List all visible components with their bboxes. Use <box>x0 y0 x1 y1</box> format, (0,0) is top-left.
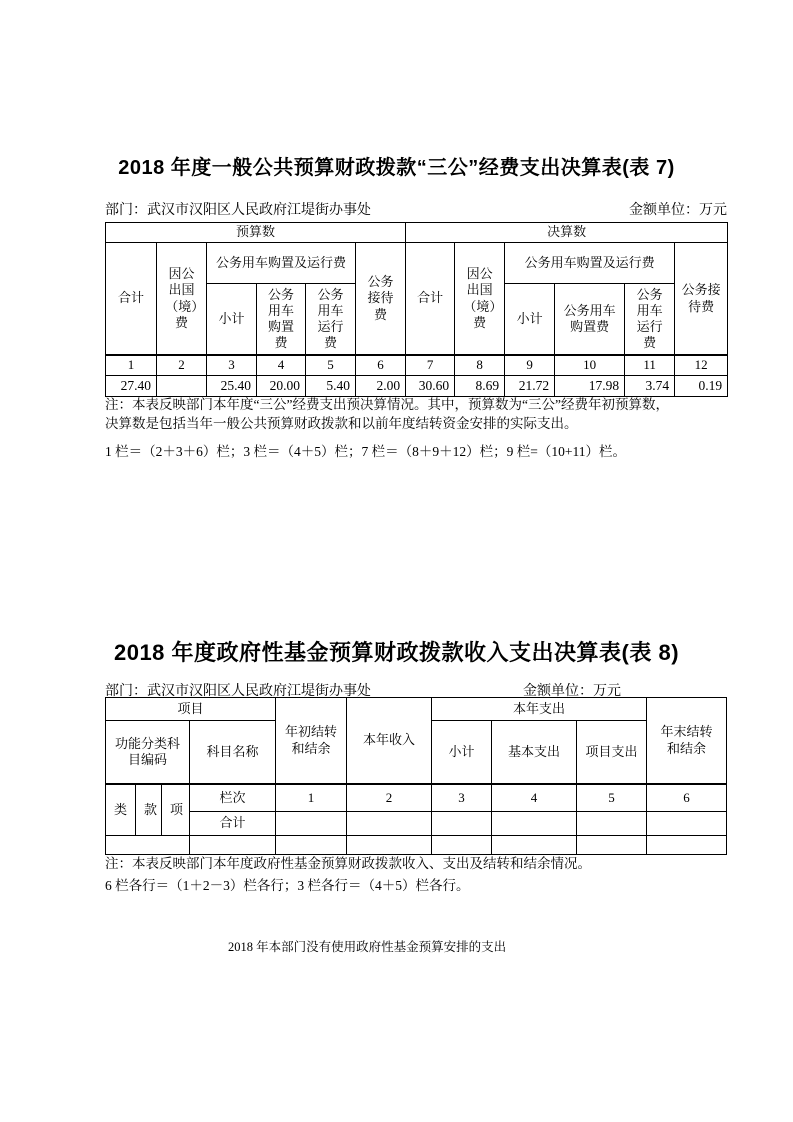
t7-colnum: 7 <box>406 355 455 376</box>
t8-h-project: 项目 <box>106 698 276 721</box>
t7-h-reception-final: 公务接待费 <box>675 243 728 356</box>
t8-empty-cell <box>190 836 276 855</box>
table8-note-line1: 注：本表反映部门本年度政府性基金预算财政拨款收入、支出及结转和结余情况。 <box>105 856 591 871</box>
t7-group-header-row <box>106 223 728 243</box>
t8-empty-cell <box>432 836 492 855</box>
t7-h-total-budget: 合计 <box>106 243 157 356</box>
table8-department-label: 部门：武汉市汉阳区人民政府江堤街办事处 <box>105 684 371 699</box>
t8-empty-cell <box>492 836 577 855</box>
table7-note-line1: 注：本表反映部门本年度“三公”经费支出预决算情况。其中，预算数为“三公”经费年初预算数， <box>105 397 669 412</box>
table8-remark: 2018 年本部门没有使用政府性基金预算安排的支出 <box>228 940 507 954</box>
t7-colnum: 5 <box>306 355 356 376</box>
t7-h-final: 决算数 <box>406 223 728 243</box>
t7-value: 20.00 <box>257 376 306 397</box>
t7-h-abroad-budget: 因公出国（境）费 <box>157 243 207 356</box>
t7-h-total-final: 合计 <box>406 243 455 356</box>
table8-notes <box>105 853 591 897</box>
t7-colnum: 12 <box>675 355 728 376</box>
t8-h-item: 项 <box>162 784 190 836</box>
t8-empty-cell <box>347 836 432 855</box>
t8-colnum: 5 <box>577 784 647 812</box>
t7-value: 25.40 <box>207 376 257 397</box>
t7-h-budget: 预算数 <box>106 223 406 243</box>
table8 <box>105 697 727 855</box>
t8-colnum: 1 <box>276 784 347 812</box>
t8-h-project-expense: 项目支出 <box>577 721 647 785</box>
t8-empty-cell <box>647 812 727 836</box>
t7-h-operation-final: 公务用车运行费 <box>625 284 675 356</box>
table8-unit-label: 金额单位：万元 <box>523 684 621 699</box>
t7-colnum: 6 <box>356 355 406 376</box>
t8-colnum: 3 <box>432 784 492 812</box>
t7-colnum: 4 <box>257 355 306 376</box>
t7-value: 0.19 <box>675 376 728 397</box>
t8-h-subtotal: 小计 <box>432 721 492 785</box>
t8-empty-cell <box>432 812 492 836</box>
t7-h-subtotal-final: 小计 <box>505 284 555 356</box>
table7-unit-label: 金额单位：万元 <box>629 203 727 218</box>
t7-h-vehicle-group-final: 公务用车购置及运行费 <box>505 243 675 284</box>
t8-empty-cell <box>276 836 347 855</box>
t8-colnum: 4 <box>492 784 577 812</box>
t7-header-row-2 <box>106 243 728 284</box>
t8-h-end-balance: 年末结转和结余 <box>647 698 727 785</box>
table7-title: 2018 年度一般公共预算财政拨款“三公”经费支出决算表(表 7) <box>118 157 675 179</box>
t8-group-header-row <box>106 698 727 721</box>
t8-empty-cell <box>106 836 190 855</box>
t7-colnum: 9 <box>505 355 555 376</box>
table8-formula-line: 6 栏各行＝（1＋2－3）栏各行；3 栏各行＝（4＋5）栏各行。 <box>105 878 470 893</box>
table7-notes <box>105 395 669 461</box>
t8-lanci-row <box>106 784 727 812</box>
table7-department-label: 部门：武汉市汉阳区人民政府江堤街办事处 <box>105 203 371 218</box>
t7-value: 17.98 <box>555 376 625 397</box>
table7-meta-row <box>105 199 727 219</box>
t7-value <box>157 376 207 397</box>
t8-empty-cell <box>647 836 727 855</box>
t8-empty-cell <box>276 812 347 836</box>
t8-empty-cell <box>347 812 432 836</box>
t8-h-subject-name: 科目名称 <box>190 721 276 785</box>
t8-empty-cell <box>577 812 647 836</box>
t8-colnum: 6 <box>647 784 727 812</box>
t8-empty-row <box>106 836 727 855</box>
t8-colnum: 2 <box>347 784 432 812</box>
t7-colnum: 1 <box>106 355 157 376</box>
t8-h-category: 类 <box>106 784 136 836</box>
t7-colnum: 11 <box>625 355 675 376</box>
t8-h-begin-balance: 年初结转和结余 <box>276 698 347 785</box>
table7-formula-line: 1 栏＝（2＋3＋6）栏；3 栏＝（4＋5）栏；7 栏＝（8＋9＋12）栏；9 栏=（10+11）栏。 <box>105 444 626 459</box>
table7-note-line2: 决算数是包括当年一般公共预算财政拨款和以前年度结转资金安排的实际支出。 <box>105 416 578 431</box>
t8-h-basic-expense: 基本支出 <box>492 721 577 785</box>
t7-value: 27.40 <box>106 376 157 397</box>
t7-h-vehicle-group-budget: 公务用车购置及运行费 <box>207 243 356 284</box>
t7-colnum: 8 <box>455 355 505 376</box>
t8-lanci-label: 栏次 <box>190 784 276 812</box>
t7-value: 8.69 <box>455 376 505 397</box>
t8-empty-cell <box>492 812 577 836</box>
t7-colnum: 10 <box>555 355 625 376</box>
t7-colnum: 2 <box>157 355 207 376</box>
t8-h-income: 本年收入 <box>347 698 432 785</box>
t7-value: 21.72 <box>505 376 555 397</box>
t7-h-purchase-budget: 公务用车购置费 <box>257 284 306 356</box>
t7-value-row <box>106 376 728 397</box>
t7-h-abroad-final: 因公出国（境）费 <box>455 243 505 356</box>
t8-h-section: 款 <box>136 784 162 836</box>
t7-column-number-row <box>106 355 728 376</box>
t8-h-expense-group: 本年支出 <box>432 698 647 721</box>
t8-total-row <box>106 812 727 836</box>
t7-value: 3.74 <box>625 376 675 397</box>
table8-title: 2018 年度政府性基金预算财政拨款收入支出决算表(表 8) <box>113 640 680 665</box>
t8-empty-cell <box>577 836 647 855</box>
t7-colnum: 3 <box>207 355 257 376</box>
t7-h-purchase-final: 公务用车购置费 <box>555 284 625 356</box>
t7-h-subtotal-budget: 小计 <box>207 284 257 356</box>
t7-value: 5.40 <box>306 376 356 397</box>
t7-value: 2.00 <box>356 376 406 397</box>
t7-value: 30.60 <box>406 376 455 397</box>
t7-h-reception-budget: 公务接待费 <box>356 243 406 356</box>
table7 <box>105 222 728 397</box>
t8-h-func-code: 功能分类科目编码 <box>106 721 190 785</box>
t8-total-label: 合计 <box>190 812 276 836</box>
t7-h-operation-budget: 公务用车运行费 <box>306 284 356 356</box>
